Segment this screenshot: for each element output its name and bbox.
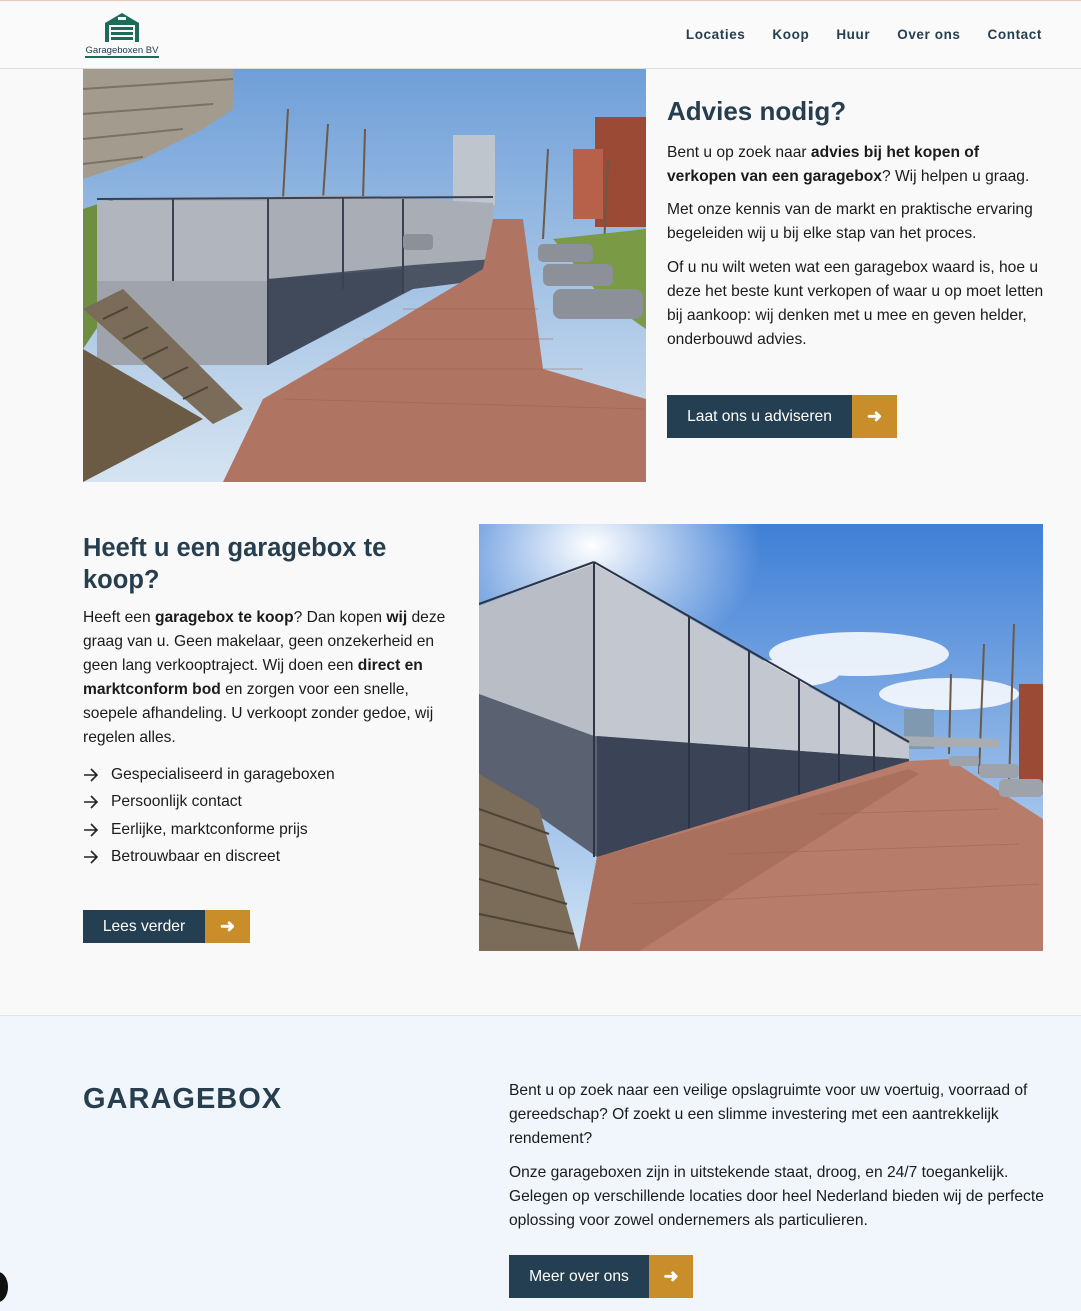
list-item-label: Persoonlijk contact — [111, 793, 242, 811]
list-item-label: Gespecialiseerd in garageboxen — [111, 765, 335, 783]
emphasis-text: wij — [386, 609, 408, 626]
text-run: en zorgen voor een snelle, soepele afhandeling. U verkoopt zonder gedoe, wij regelen alles. — [83, 681, 434, 746]
nav-item-locaties[interactable]: Locaties — [685, 27, 746, 42]
meer-over-ons-label: Meer over ons — [509, 1255, 649, 1298]
arrow-right-icon: ➜ — [205, 910, 250, 943]
koop-title: Heeft u een garagebox te koop? — [83, 534, 387, 594]
emphasis-text: garagebox te koop — [154, 609, 294, 626]
emphasis-text: direct en marktconform bod — [83, 657, 423, 698]
logo[interactable] — [84, 11, 160, 59]
text-run: deze graag van u. Geen makelaar, geen onzekerheid en geen lang verkooptraject. Wij doen een — [83, 609, 446, 674]
advies-paragraph-3: Of u nu wilt weten wat een garagebox waard is, hoe u deze het beste kunt verkopen of waar u op moet letten bij aankoop: wij denken met u mee en geven helder, onderbouwd advies. — [667, 259, 1044, 348]
logo-text: Garageboxen BV — [85, 45, 159, 56]
meer-over-ons-button[interactable] — [509, 1255, 693, 1298]
arrow-right-icon — [83, 768, 99, 782]
garagebox-title: GARAGEBOX — [83, 1083, 283, 1115]
garagebox-photo-block — [479, 524, 1043, 951]
nav-item-over-ons[interactable]: Over ons — [897, 27, 961, 42]
garagebox-paragraph-2: Onze garageboxen zijn in uitstekende staat, droog, en 24/7 toegankelijk. Gelegen op verschillende locaties door heel Nederland bieden wij de perfecte oplossing voor zowel ondernemers als particulieren. — [509, 1164, 1044, 1229]
list-item-label: Betrouwbaar en discreet — [111, 848, 281, 866]
emphasis-text: advies bij het kopen of verkopen van een garagebox — [667, 144, 980, 185]
arrow-right-icon: ➜ — [852, 395, 897, 438]
garage-logo-icon — [102, 11, 142, 43]
advies-intro — [667, 141, 1047, 189]
advies-paragraph-2: Met onze kennis van de markt en praktische ervaring begeleiden wij u bij elke stap van het proces. — [667, 201, 1033, 242]
advies-button[interactable] — [667, 395, 897, 438]
text-run: Heeft een — [83, 609, 155, 626]
list-item — [83, 761, 335, 789]
text-run: ? Wij helpen u graag. — [881, 168, 1030, 185]
advies-button-label: Laat ons u adviseren — [667, 395, 852, 438]
list-item — [83, 844, 335, 872]
text-run: Bent u op zoek naar — [667, 144, 811, 161]
nav-item-koop[interactable]: Koop — [772, 27, 810, 42]
advies-title: Advies nodig? — [667, 96, 847, 126]
arrow-right-icon — [83, 795, 99, 809]
usp-list — [83, 761, 335, 871]
garagebox-photo-street — [83, 69, 646, 482]
garagebox-paragraph-1: Bent u op zoek naar een veilige opslagruimte voor uw voertuig, voorraad of gereedschap? Of zoekt u een slimme investering met een aantrekkelijk rendement? — [509, 1082, 1028, 1147]
logo-underline — [85, 56, 159, 58]
list-item-label: Eerlijke, marktconforme prijs — [111, 820, 308, 838]
list-item — [83, 789, 335, 817]
main-nav — [686, 27, 1042, 42]
nav-item-huur[interactable]: Huur — [836, 27, 871, 42]
site-header — [0, 0, 1081, 69]
lees-verder-label: Lees verder — [83, 910, 205, 943]
list-item — [83, 816, 335, 844]
lees-verder-button[interactable] — [83, 910, 250, 943]
koop-paragraph — [83, 606, 463, 750]
arrow-right-icon — [83, 823, 99, 837]
arrow-right-icon: ➜ — [649, 1255, 693, 1298]
nav-item-contact[interactable]: Contact — [987, 27, 1042, 42]
text-run: ? Dan kopen — [293, 609, 387, 626]
arrow-right-icon — [83, 850, 99, 864]
